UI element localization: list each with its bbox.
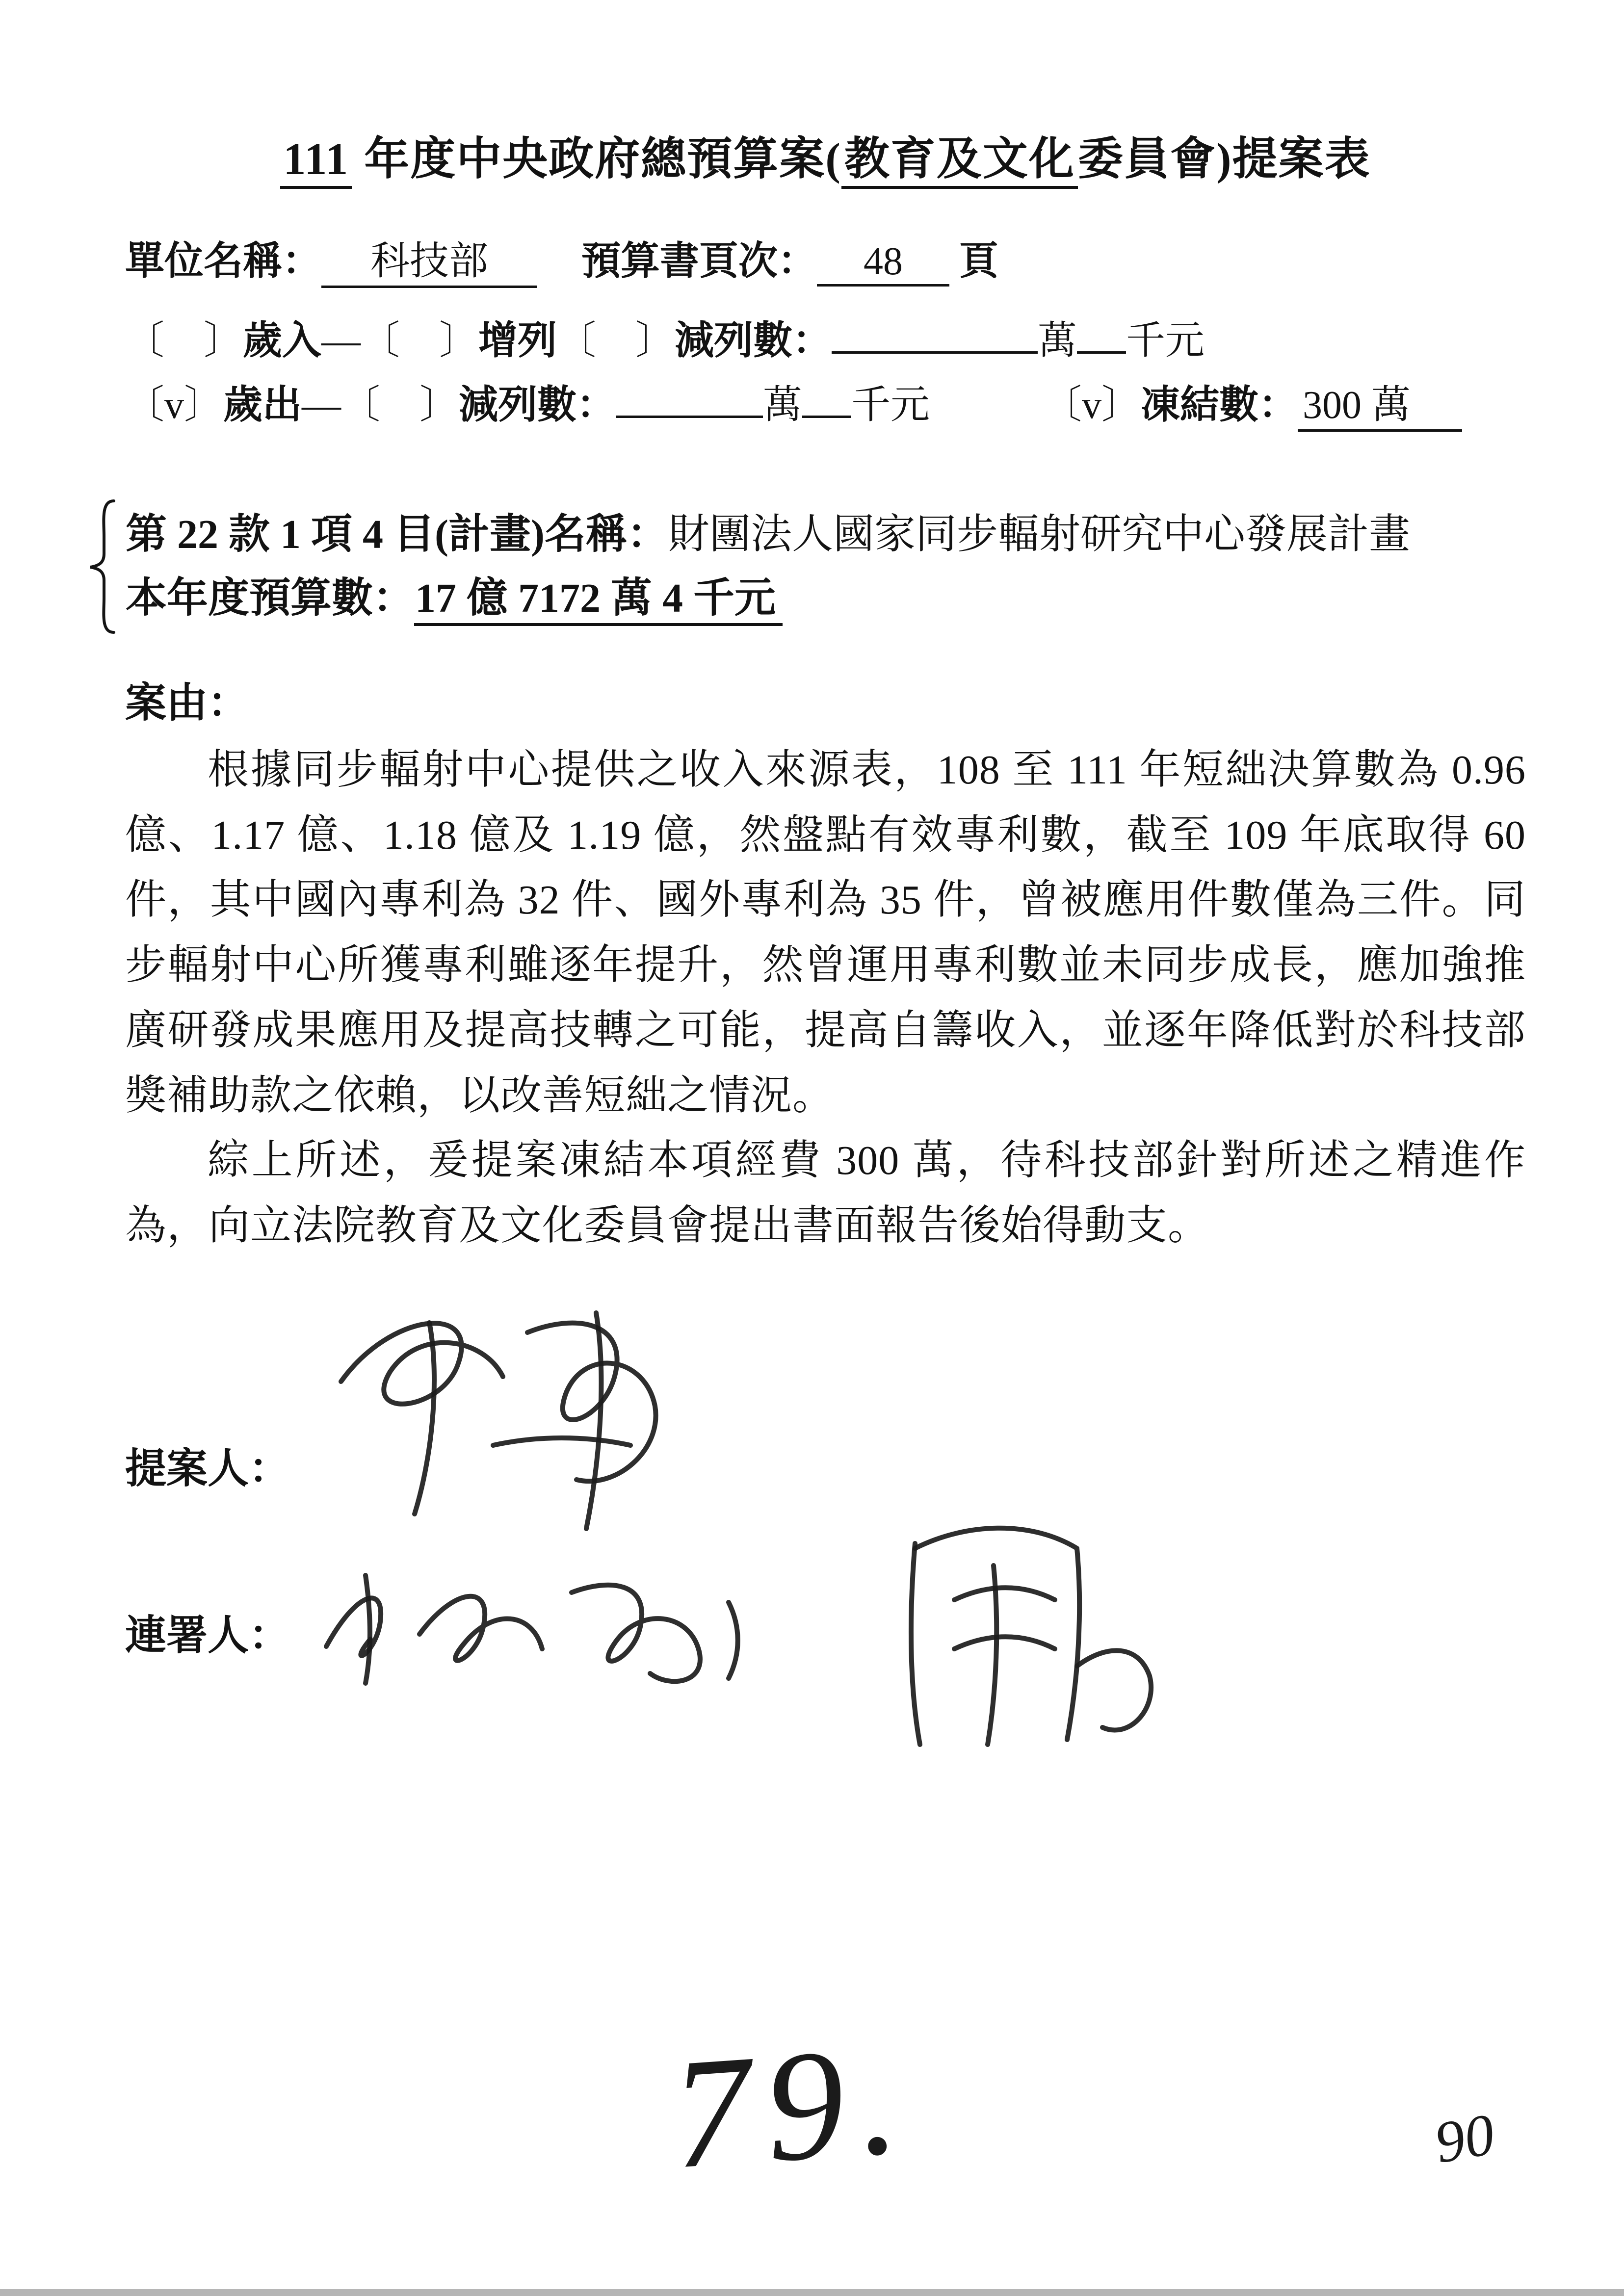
budget-label: 本年度預算數： (126, 575, 415, 621)
title-end: 委員會)提案表 (1077, 134, 1371, 184)
increase-checkbox: 〔 〕 (361, 319, 478, 363)
expenditure-label: 歲出 (223, 384, 302, 427)
expenditure-decrease-label: 減列數： (459, 384, 616, 427)
freeze-value: 300 萬 (1298, 373, 1462, 432)
target-number: 4 (363, 511, 384, 557)
program-block (83, 498, 1526, 635)
clause-label: 第 (126, 511, 178, 557)
case-paragraph-2: 綜上所述，爰提案凍結本項經費 300 萬，待科技部針對所述之精進作為，向立法院教育及文化委員會提出書面報告後始得動支。 (125, 1138, 1526, 1249)
clause-number: 22 (177, 511, 219, 557)
cosigner-label: 連署人： (125, 1613, 290, 1659)
program-lines (126, 503, 1410, 630)
freeze-label: 凍結數： (1141, 384, 1298, 427)
expenditure-checkbox: 〔v〕 (125, 384, 223, 427)
revenue-qian-blank (1077, 312, 1126, 354)
title-mid: 年度中央政府總預算案( (352, 134, 841, 184)
handwritten-page-number: 79. (666, 2011, 918, 2202)
revenue-checkbox: 〔 〕 (125, 319, 243, 363)
revenue-dash: — (321, 319, 361, 363)
program-name-line (126, 503, 1410, 567)
expenditure-qian-unit: 千元 (851, 384, 930, 427)
left-brace-icon (83, 498, 119, 635)
signature-section (125, 1406, 1526, 1897)
title-year: 111 (280, 134, 352, 189)
proposer-signature (272, 1283, 753, 1558)
clause-suffix: 款 (218, 511, 281, 557)
program-name: 財團法人國家同步輻射研究中心發展計畫 (668, 511, 1411, 557)
corner-page-number: 90 (1430, 2101, 1499, 2176)
expenditure-wan-unit: 萬 (763, 384, 802, 427)
title-committee: 教育及文化 (841, 134, 1078, 189)
unit-name-label: 單位名稱： (125, 240, 321, 283)
revenue-amount-blank (832, 312, 1038, 354)
revenue-qian-unit: 千元 (1126, 319, 1205, 363)
budget-page-suffix: 頁 (959, 240, 998, 283)
proposer-label: 提案人： (125, 1446, 290, 1492)
revenue-label: 歲入 (243, 319, 321, 363)
budget-page-label: 預算書頁次： (581, 240, 817, 283)
cosigner-signature-2 (861, 1499, 1185, 1774)
unit-row (125, 229, 1526, 288)
expenditure-row (125, 373, 1526, 432)
expenditure-decrease-checkbox: 〔 〕 (341, 384, 459, 427)
scan-edge (0, 2289, 1624, 2296)
increase-label: 增列 (478, 319, 557, 363)
expenditure-dash: — (302, 384, 341, 427)
unit-name-value: 科技部 (321, 229, 537, 288)
case-paragraph-1: 根據同步輻射中心提供之收入來源表，108 至 111 年短絀決算數為 0.96 億、1.17 億、1.18 億及 1.19 億，然盤點有效專利數，截至 109 年底取得 60 件，其中國內專利為 32 件、國外專利為 35 件，曾被應用件數僅為三件。同步輻射中心所獲專利雖逐年提升，然曾運用專利數並未同步成長，應加強推廣研發成果應用及提高技轉之可能，提高自籌收入，並逐年降低對於科技部獎補助款之依賴，以改善短絀之情況。 (125, 747, 1526, 1119)
item-number: 1 (280, 511, 301, 557)
program-budget-line (126, 567, 1410, 630)
freeze-group (1043, 384, 1462, 427)
budget-value: 17 億 7172 萬 4 千元 (414, 575, 783, 626)
cosigner-signature-1 (297, 1529, 787, 1705)
revenue-wan-unit: 萬 (1038, 319, 1077, 363)
budget-page-value: 48 (817, 239, 949, 287)
revenue-decrease-label: 減列數： (675, 319, 832, 363)
expenditure-amount-blank (616, 376, 763, 418)
case-label: 案由： (125, 680, 249, 726)
item-suffix: 項 (301, 511, 363, 557)
revenue-decrease-checkbox: 〔 〕 (557, 319, 675, 363)
revenue-row (125, 309, 1526, 365)
freeze-checkbox: 〔v〕 (1043, 384, 1141, 427)
document-title (125, 123, 1526, 187)
target-suffix: 目(計畫)名稱： (383, 511, 668, 557)
expenditure-qian-blank (802, 376, 851, 418)
